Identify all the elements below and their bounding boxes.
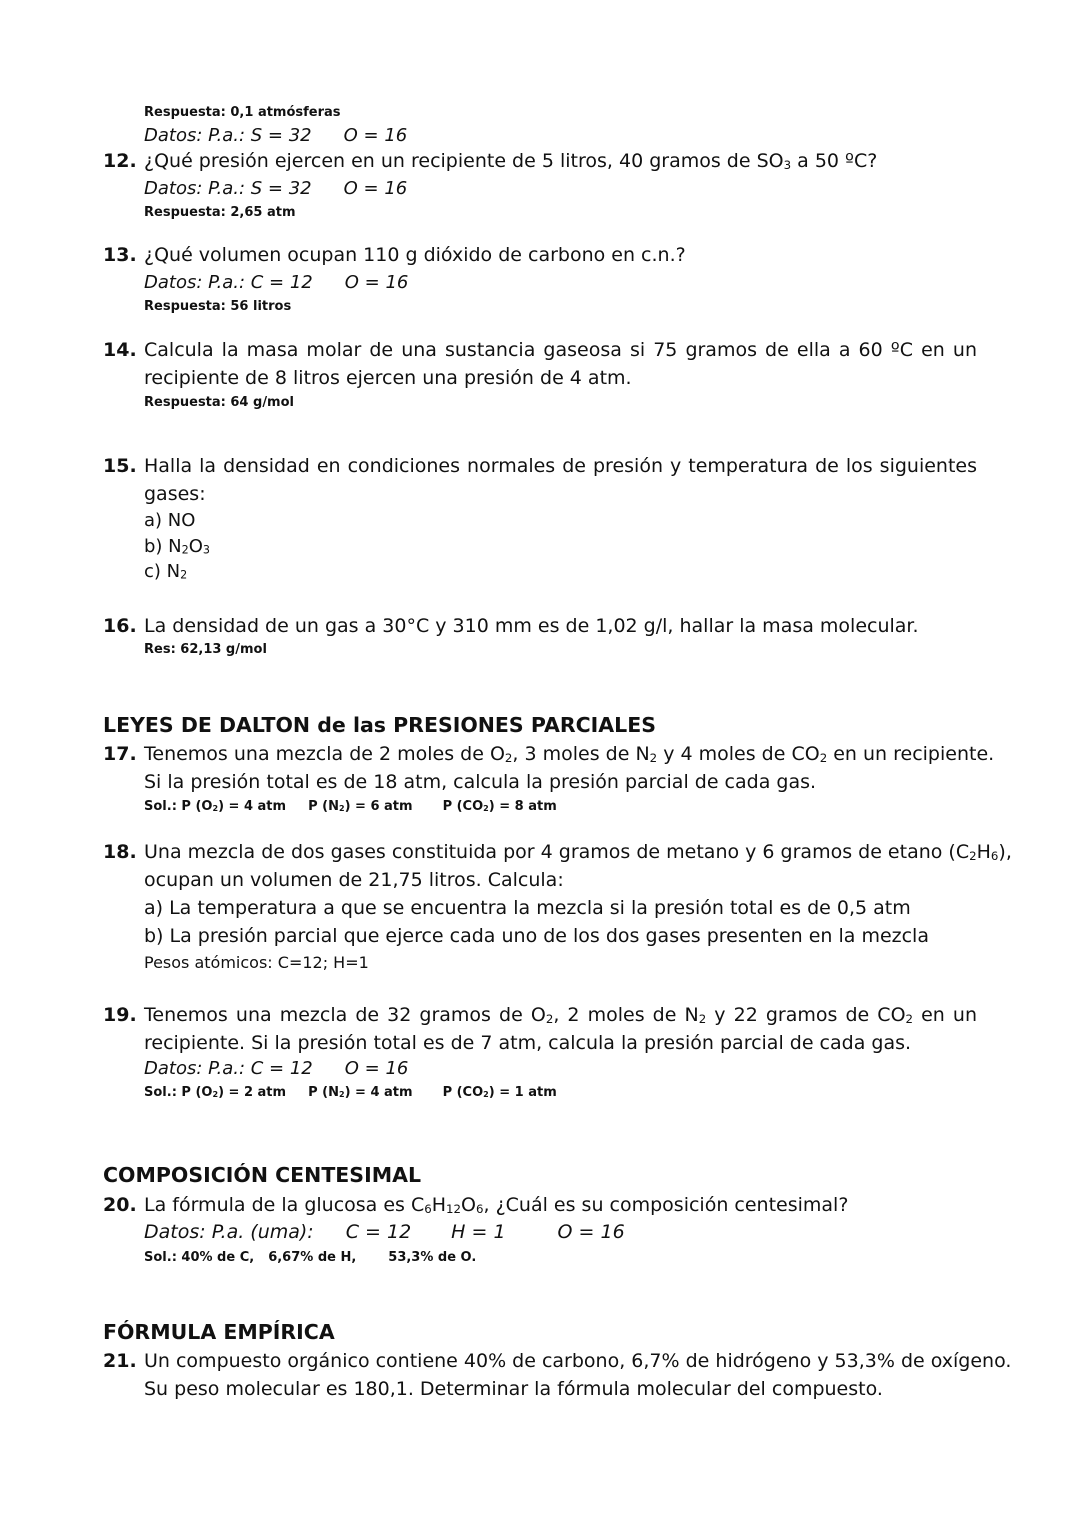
section-heading-empirica: FÓRMULA EMPÍRICA — [103, 1320, 335, 1344]
sol20-b: 6,67% de H, — [268, 1250, 357, 1265]
question-number-13: 13. — [103, 244, 137, 266]
data-13-a: Datos: P.a.: C = 12 — [144, 272, 313, 293]
q20-b: H — [431, 1194, 447, 1216]
sol20-c: 53,3% de O. — [388, 1250, 477, 1265]
sol17-c: ) = 8 atm — [488, 799, 557, 814]
question-number-18: 18. — [103, 841, 137, 863]
data-13 — [144, 272, 408, 293]
q19-s1: 2 — [545, 1011, 554, 1026]
sol17-s1: 2 — [212, 804, 219, 814]
question-17-line2: Si la presión total es de 18 atm, calcula la presión parcial de cada gas. — [144, 771, 817, 793]
question-16-text: La densidad de un gas a 30°C y 310 mm es de 1,02 g/l, hallar la masa molecular. — [144, 615, 919, 637]
question-19-line2: recipiente. Si la presión total es de 7 atm, calcula la presión parcial de cada gas. — [144, 1032, 912, 1054]
question-15-line1: Halla la densidad en condiciones normales de presión y temperatura de los siguientes — [144, 455, 977, 477]
data-12 — [144, 178, 407, 199]
sol17-b-pre: P (N — [308, 799, 339, 814]
data-20-a: Datos: P.a. (uma): — [144, 1221, 314, 1243]
q18-b: H — [976, 841, 991, 863]
section-heading-dalton: LEYES DE DALTON de las PRESIONES PARCIALES — [103, 713, 656, 737]
question-17-line1 — [144, 743, 994, 765]
question-18-line2: ocupan un volumen de 21,75 litros. Calcula: — [144, 869, 564, 891]
question-12-text — [144, 150, 877, 172]
question-18-line1 — [144, 841, 1012, 863]
q17-c: y 4 moles de CO — [657, 743, 820, 765]
data-top-a: Datos: P.a.: S = 32 — [144, 125, 312, 146]
sol19-s1: 2 — [212, 1090, 219, 1100]
sol17-c-pre: P (CO — [442, 799, 484, 814]
data-20-b: C = 12 — [345, 1221, 412, 1243]
q12-text-a: ¿Qué presión ejercen en un recipiente de 5 litros, 40 gramos de SO — [144, 150, 784, 172]
q19-c: y 22 gramos de CO — [706, 1004, 906, 1026]
option-15-b — [144, 536, 210, 557]
answer-14: Respuesta: 64 g/mol — [144, 395, 294, 410]
data-19 — [144, 1058, 408, 1079]
data-20-d: O = 16 — [557, 1221, 625, 1243]
question-number-16: 16. — [103, 615, 137, 637]
q19-s2: 2 — [698, 1011, 707, 1026]
sol19-c: ) = 1 atm — [488, 1085, 557, 1100]
sol20-a: Sol.: 40% de C, — [144, 1250, 255, 1265]
sol19-a: ) = 2 atm — [218, 1085, 287, 1100]
q17-b: , 3 moles de N — [512, 743, 650, 765]
question-19-line1 — [144, 1004, 977, 1026]
data-20 — [144, 1221, 625, 1243]
sol19-b-pre: P (N — [308, 1085, 339, 1100]
q18-s1: 2 — [969, 848, 977, 863]
question-number-14: 14. — [103, 339, 137, 361]
sol17-b: ) = 6 atm — [344, 799, 413, 814]
q20-s1: 6 — [424, 1201, 432, 1216]
opt-c-sub1: 2 — [180, 568, 188, 582]
sol19-b: ) = 4 atm — [344, 1085, 413, 1100]
opt-b-sub1: 2 — [181, 543, 189, 557]
question-21-line2: Su peso molecular es 180,1. Determinar la fórmula molecular del compuesto. — [144, 1378, 883, 1400]
question-20-text — [144, 1194, 848, 1216]
data-20-c: H = 1 — [451, 1221, 506, 1243]
opt-b-b: O — [188, 536, 203, 557]
data-top — [144, 125, 407, 146]
q19-s3: 2 — [905, 1011, 914, 1026]
option-15-a: a) NO — [144, 510, 196, 531]
q12-text-b: a 50 ºC? — [791, 150, 878, 172]
q17-a: Tenemos una mezcla de 2 moles de O — [144, 743, 505, 765]
data-13-b: O = 16 — [344, 272, 409, 293]
sol17-label: Sol.: P (O — [144, 799, 213, 814]
q18-s2: 6 — [990, 848, 999, 863]
question-number-17: 17. — [103, 743, 137, 765]
sol19-label: Sol.: P (O — [144, 1085, 213, 1100]
q20-c: O — [461, 1194, 476, 1216]
sol19-s3: 2 — [483, 1090, 489, 1100]
question-21-line1: Un compuesto orgánico contiene 40% de carbono, 6,7% de hidrógeno y 53,3% de oxígeno. — [144, 1350, 1012, 1372]
q17-s1: 2 — [504, 750, 513, 765]
q17-s3: 2 — [819, 750, 828, 765]
sol19-s2: 2 — [338, 1090, 345, 1100]
question-number-12: 12. — [103, 150, 137, 172]
q19-d: en un — [913, 1004, 978, 1026]
sol19-c-pre: P (CO — [442, 1085, 484, 1100]
data-12-a: Datos: P.a.: S = 32 — [144, 178, 312, 199]
opt-b-sub2: 3 — [202, 543, 211, 557]
answer-top: Respuesta: 0,1 atmósferas — [144, 105, 341, 120]
question-13-text: ¿Qué volumen ocupan 110 g dióxido de carbono en c.n.? — [144, 244, 686, 266]
data-19-a: Datos: P.a.: C = 12 — [144, 1058, 313, 1079]
section-heading-centesimal: COMPOSICIÓN CENTESIMAL — [103, 1163, 422, 1187]
solution-20 — [144, 1250, 476, 1265]
sol17-s3: 2 — [483, 804, 489, 814]
q17-s2: 2 — [649, 750, 658, 765]
atomic-weights-18: Pesos atómicos: C=12; H=1 — [144, 953, 369, 972]
question-number-21: 21. — [103, 1350, 137, 1372]
question-18-item-a: a) La temperatura a que se encuentra la mezcla si la presión total es de 0,5 atm — [144, 897, 911, 919]
q20-a: La fórmula de la glucosa es C — [144, 1194, 425, 1216]
question-number-20: 20. — [103, 1194, 137, 1216]
q20-s2: 12 — [446, 1201, 462, 1216]
q12-sub: 3 — [783, 157, 792, 172]
q20-d: , ¿Cuál es su composición centesimal? — [483, 1194, 849, 1216]
solution-19 — [144, 1085, 557, 1100]
question-number-19: 19. — [103, 1004, 137, 1026]
q19-a: Tenemos una mezcla de 32 gramos de O — [144, 1004, 546, 1026]
q17-d: en un recipiente. — [827, 743, 995, 765]
q18-c: ), — [998, 841, 1012, 863]
answer-13: Respuesta: 56 litros — [144, 299, 292, 314]
data-top-b: O = 16 — [343, 125, 408, 146]
data-12-b: O = 16 — [343, 178, 408, 199]
opt-c-a: c) N — [144, 561, 181, 582]
question-15-line2: gases: — [144, 483, 206, 505]
data-19-b: O = 16 — [344, 1058, 409, 1079]
solution-17 — [144, 799, 557, 814]
q19-b: , 2 moles de N — [553, 1004, 699, 1026]
answer-12: Respuesta: 2,65 atm — [144, 205, 296, 220]
question-14-line1: Calcula la masa molar de una sustancia gaseosa si 75 gramos de ella a 60 ºC en un — [144, 339, 977, 361]
question-14-line2: recipiente de 8 litros ejercen una presión de 4 atm. — [144, 367, 632, 389]
q18-a: Una mezcla de dos gases constituida por 4 gramos de metano y 6 gramos de etano (C — [144, 841, 970, 863]
q20-s3: 6 — [476, 1201, 484, 1216]
opt-b-a: b) N — [144, 536, 182, 557]
sol17-a: ) = 4 atm — [218, 799, 287, 814]
option-15-c — [144, 561, 187, 582]
answer-16: Res: 62,13 g/mol — [144, 642, 267, 657]
question-18-item-b: b) La presión parcial que ejerce cada uno de los dos gases presenten en la mezcla — [144, 925, 929, 947]
question-number-15: 15. — [103, 455, 137, 477]
sol17-s2: 2 — [338, 804, 345, 814]
